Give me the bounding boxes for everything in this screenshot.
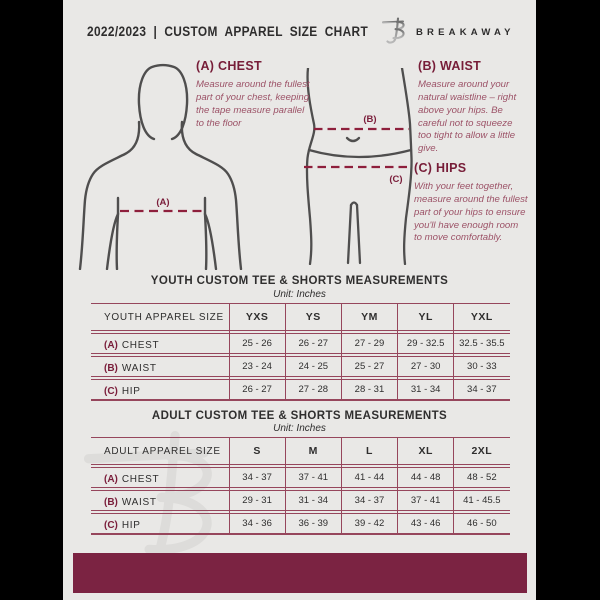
table-cell: 23 - 24 — [242, 361, 272, 372]
table-divider — [341, 437, 342, 533]
table-divider — [285, 437, 286, 533]
footer-bar — [73, 553, 527, 593]
column-header: YXS — [245, 311, 269, 323]
chest-marker-label: (A) — [156, 197, 170, 208]
row-label: WAIST — [121, 496, 157, 508]
table-divider — [397, 303, 398, 399]
size-chart-page — [63, 0, 536, 600]
table-row — [91, 490, 510, 511]
row-label: HIP — [121, 385, 141, 397]
table-cell: 46 - 50 — [467, 518, 497, 529]
table-row — [91, 467, 510, 488]
column-header: S — [253, 445, 261, 457]
column-header: XL — [418, 445, 433, 457]
row-label: CHEST — [121, 473, 160, 485]
table-cell: 31 - 34 — [298, 495, 329, 506]
table-row — [91, 356, 510, 377]
table-cell: 27 - 30 — [410, 361, 441, 372]
hips-guide — [414, 161, 528, 245]
table-cell: 34 - 36 — [242, 518, 272, 529]
table-cell: 34 - 37 — [467, 384, 497, 395]
table-cell: 26 - 27 — [298, 338, 329, 349]
table-divider — [453, 437, 454, 533]
table-row — [91, 333, 510, 354]
table-cell: 43 - 46 — [410, 518, 441, 529]
column-header: ADULT APPAREL SIZE — [104, 445, 221, 457]
table-cell: 36 - 39 — [298, 518, 329, 529]
youth-size-table — [91, 303, 510, 401]
row-key: (A) — [104, 339, 118, 351]
hips-marker-label: (C) — [389, 174, 403, 185]
chest-guide — [196, 59, 312, 130]
table-cell: 37 - 41 — [298, 472, 329, 483]
table-cell: 34 - 37 — [354, 495, 385, 506]
row-key: (B) — [104, 496, 118, 508]
waist-guide-heading: (B) WAIST — [418, 59, 482, 73]
table-divider — [229, 303, 230, 399]
youth-table-unit: Unit: Inches — [273, 289, 326, 300]
row-label: HIP — [121, 519, 141, 531]
column-header: YM — [361, 311, 378, 323]
table-divider — [341, 303, 342, 399]
table-cell: 31 - 34 — [410, 384, 441, 395]
waist-guide — [418, 59, 526, 156]
chest-guide-heading: (A) CHEST — [196, 59, 262, 73]
youth-table-header-row — [91, 303, 510, 331]
table-cell: 24 - 25 — [298, 361, 329, 372]
column-header: L — [366, 445, 373, 457]
row-label: WAIST — [121, 362, 157, 374]
table-cell: 30 - 33 — [467, 361, 497, 372]
adult-table-unit: Unit: Inches — [273, 423, 326, 434]
chest-guide-text: Measure around the fullest part of your chest, keeping the tape measure parallel to the floor — [196, 79, 310, 129]
table-cell: 25 - 26 — [242, 338, 272, 349]
adult-table-title: ADULT CUSTOM TEE & SHORTS MEASUREMENTS — [151, 410, 448, 422]
table-cell: 27 - 29 — [354, 338, 385, 349]
table-cell: 32.5 - 35.5 — [459, 338, 505, 349]
table-cell: 28 - 31 — [354, 384, 385, 395]
table-row — [91, 513, 510, 534]
table-cell: 48 - 52 — [467, 472, 497, 483]
column-header: YL — [418, 311, 433, 323]
table-cell: 29 - 32.5 — [406, 338, 445, 349]
table-cell: 39 - 42 — [354, 518, 385, 529]
page-title: 2022/2023 | CUSTOM APPAREL SIZE CHART — [87, 24, 369, 39]
table-divider — [453, 303, 454, 399]
column-header: YXL — [470, 311, 493, 323]
row-label: CHEST — [121, 339, 160, 351]
breakaway-b-logo-icon — [380, 16, 408, 44]
row-key: (A) — [104, 473, 118, 485]
row-key: (B) — [104, 362, 118, 374]
column-header: 2XL — [471, 445, 493, 457]
column-header: M — [308, 445, 318, 457]
adult-table-header-row — [91, 437, 510, 465]
table-cell: 41 - 44 — [354, 472, 385, 483]
table-divider — [229, 437, 230, 533]
adult-size-table — [91, 437, 510, 535]
waist-guide-text: Measure around your natural waistline – right above your hips. Be careful not to squeeze too tight to allow a little give. — [418, 79, 517, 155]
table-divider — [397, 437, 398, 533]
youth-table-title: YOUTH CUSTOM TEE & SHORTS MEASUREMENTS — [150, 275, 449, 287]
brand-name: BREAKAWAY — [416, 27, 515, 38]
hips-guide-text: With your feet together, measure around the fullest part of your hips to ensure you'll have enough room to move comfortably. — [414, 181, 528, 244]
table-cell: 44 - 48 — [410, 472, 441, 483]
table-divider — [285, 303, 286, 399]
hips-guide-heading: (C) HIPS — [414, 161, 467, 175]
table-row — [91, 379, 510, 400]
column-header: YOUTH APPAREL SIZE — [104, 311, 224, 323]
waist-marker-label: (B) — [363, 114, 377, 125]
row-key: (C) — [104, 519, 118, 531]
column-header: YS — [305, 311, 321, 323]
table-cell: 25 - 27 — [354, 361, 385, 372]
table-cell: 41 - 45.5 — [463, 495, 501, 506]
lower-body-figure — [295, 68, 415, 265]
table-cell: 29 - 31 — [242, 495, 272, 506]
table-cell: 27 - 28 — [298, 384, 329, 395]
table-cell: 34 - 37 — [242, 472, 272, 483]
row-key: (C) — [104, 385, 118, 397]
table-cell: 37 - 41 — [410, 495, 441, 506]
table-cell: 26 - 27 — [242, 384, 272, 395]
